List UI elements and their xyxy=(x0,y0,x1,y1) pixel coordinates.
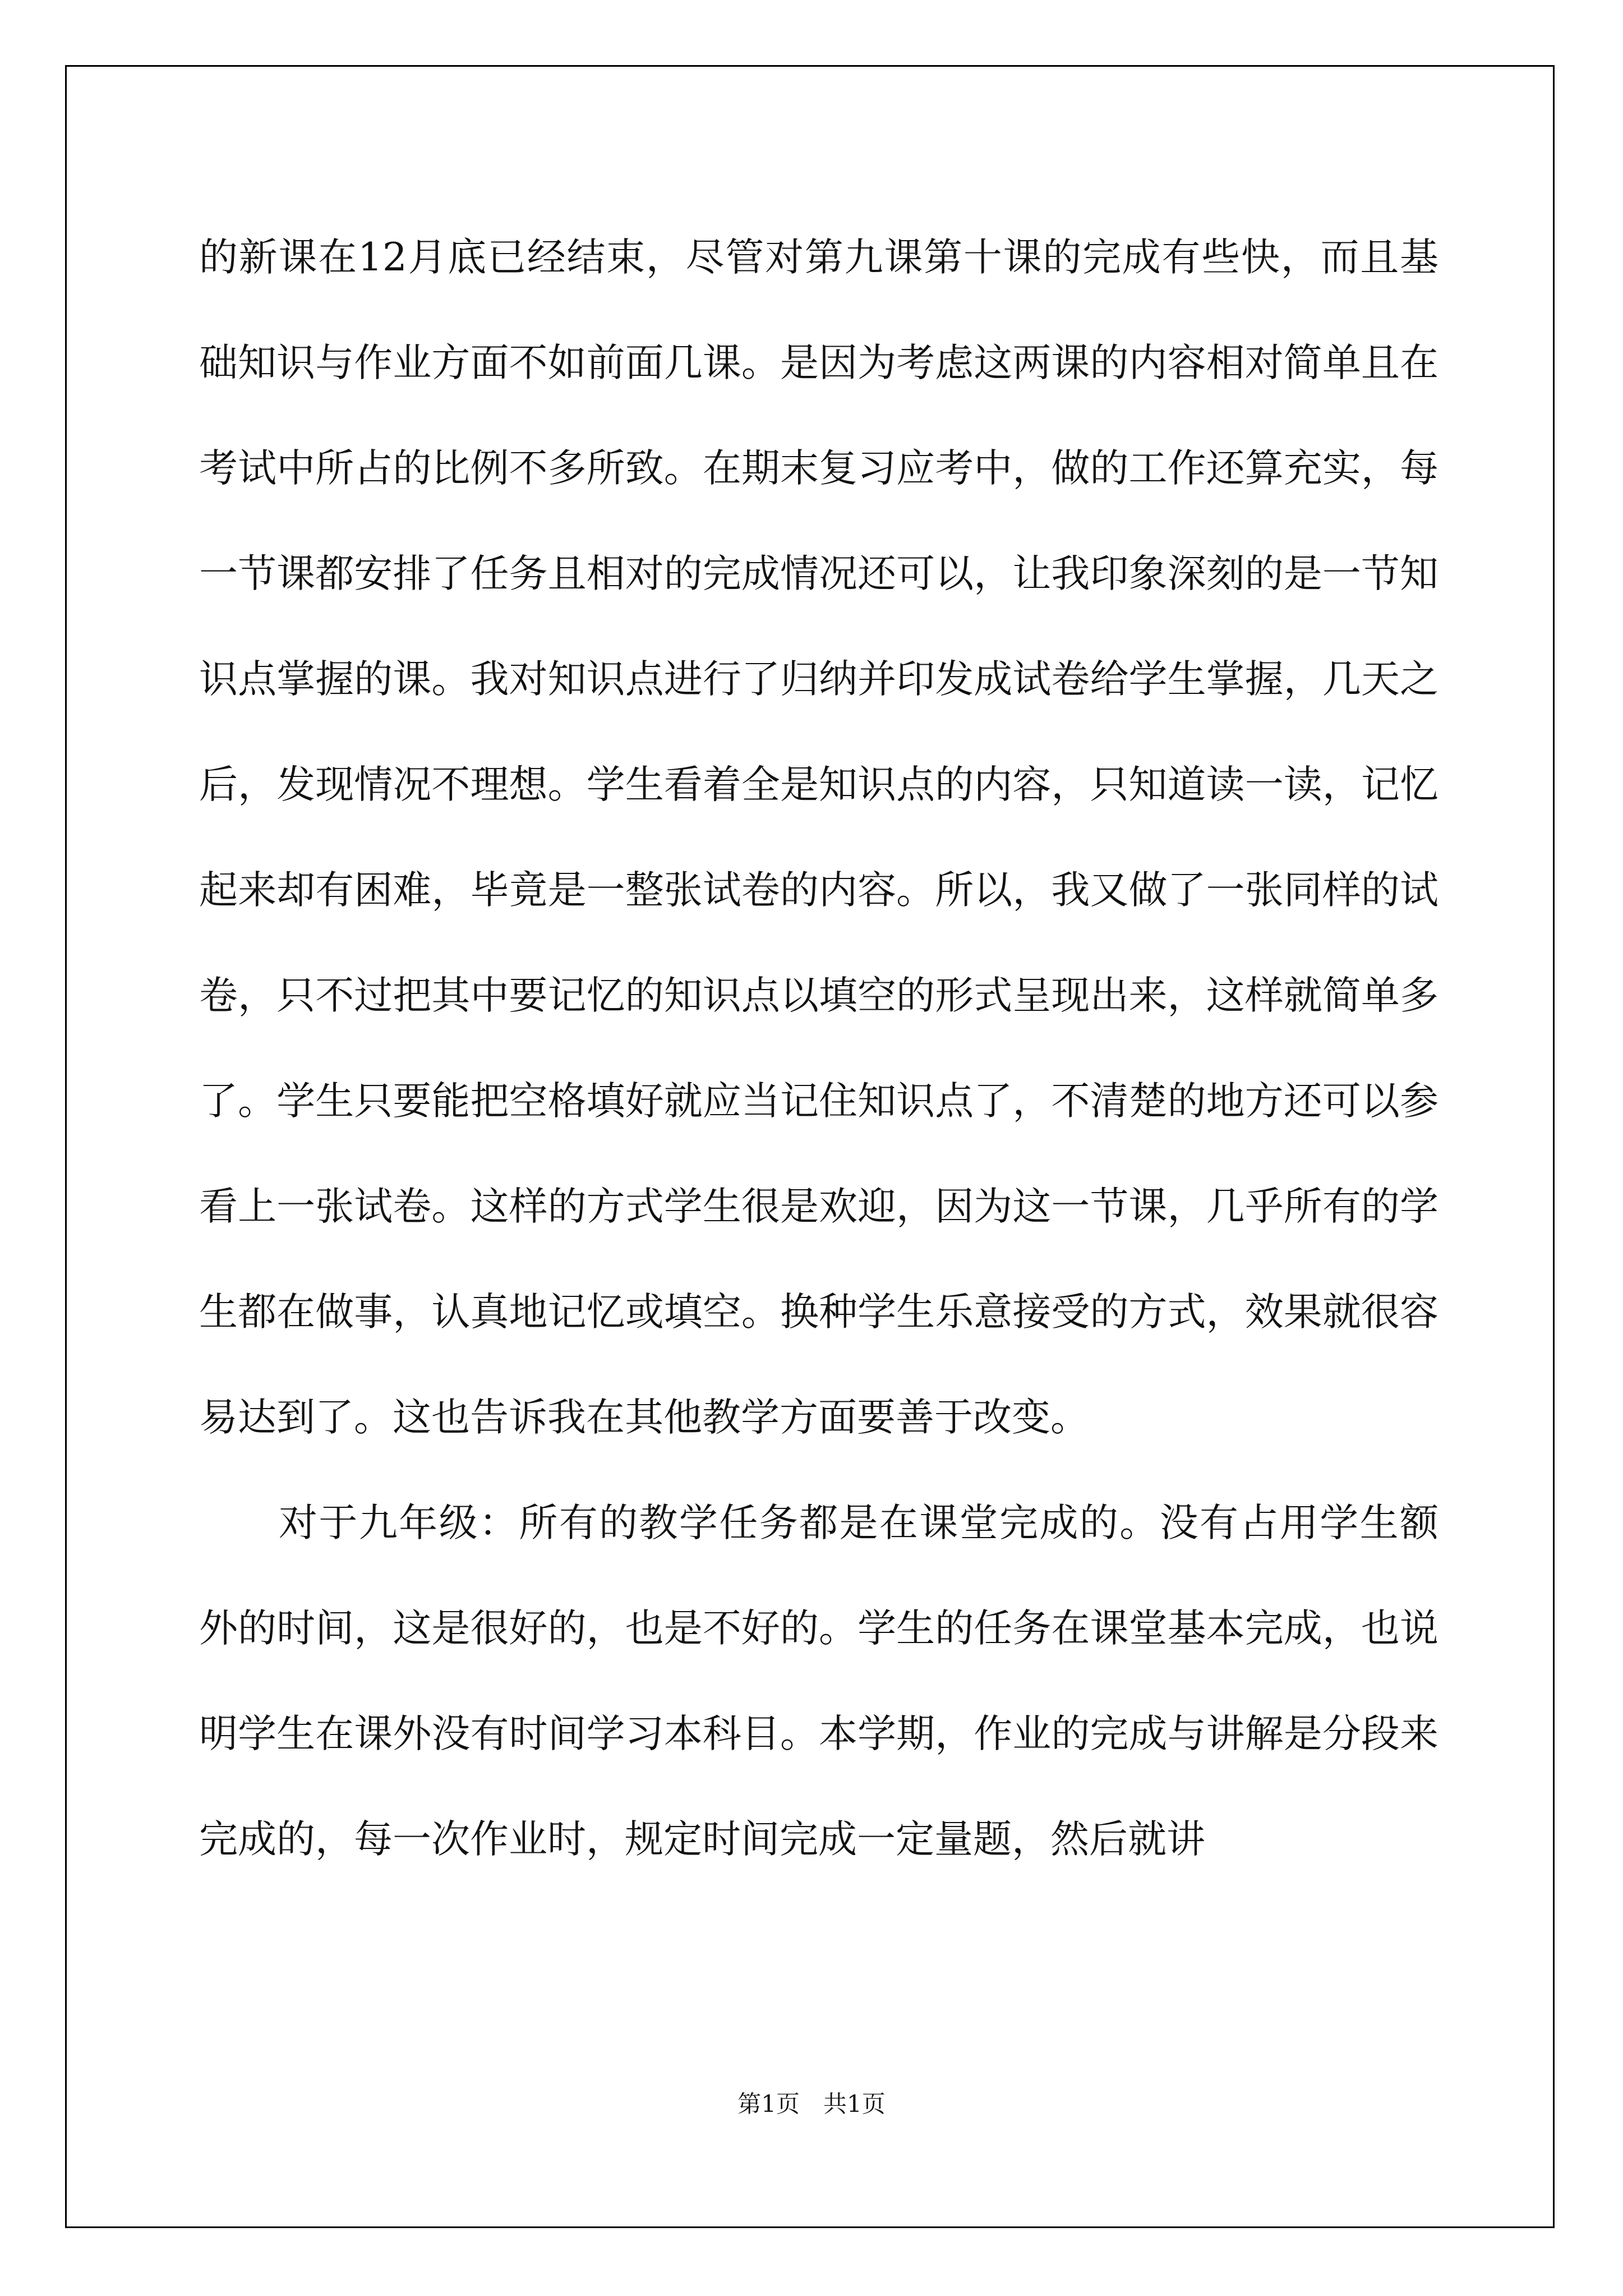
paragraph-1: 的新课在12月底已经结束，尽管对第九课第十课的完成有些快，而且基础知识与作业方面不如前面几课。是因为考虑这两课的内容相对简单且在考试中所占的比例不多所致。在期末复习应考中，做的工作还算充实，每一节课都安排了任务且相对的完成情况还可以，让我印象深刻的是一节知识点掌握的课。我对知识点进行了归纳并印发成试卷给学生掌握，几天之后，发现情况不理想。学生看着全是知识点的内容，只知道读一读，记忆起来却有困难，毕竟是一整张试卷的内容。所以，我又做了一张同样的试卷，只不过把其中要记忆的知识点以填空的形式呈现出来，这样就简单多了。学生只要能把空格填好就应当记住知识点了，不清楚的地方还可以参看上一张试卷。这样的方式学生很是欢迎，因为这一节课，几乎所有的学生都在做事，认真地记忆或填空。换种学生乐意接受的方式，效果就很容易达到了。这也告诉我在其他教学方面要善于改变。 xyxy=(199,235,1438,1440)
page-footer: 第1页 共1页 xyxy=(737,2090,886,2118)
document-body xyxy=(199,205,1438,1892)
paragraph-2: 对于九年级：所有的教学任务都是在课堂完成的。没有占用学生额外的时间，这是很好的，也是不好的。学生的任务在课堂基本完成，也说明学生在课外没有时间学习本科目。本学期，作业的完成与讲解是分段来完成的，每一次作业时，规定时间完成一定量题，然后就讲 xyxy=(199,1501,1438,1862)
